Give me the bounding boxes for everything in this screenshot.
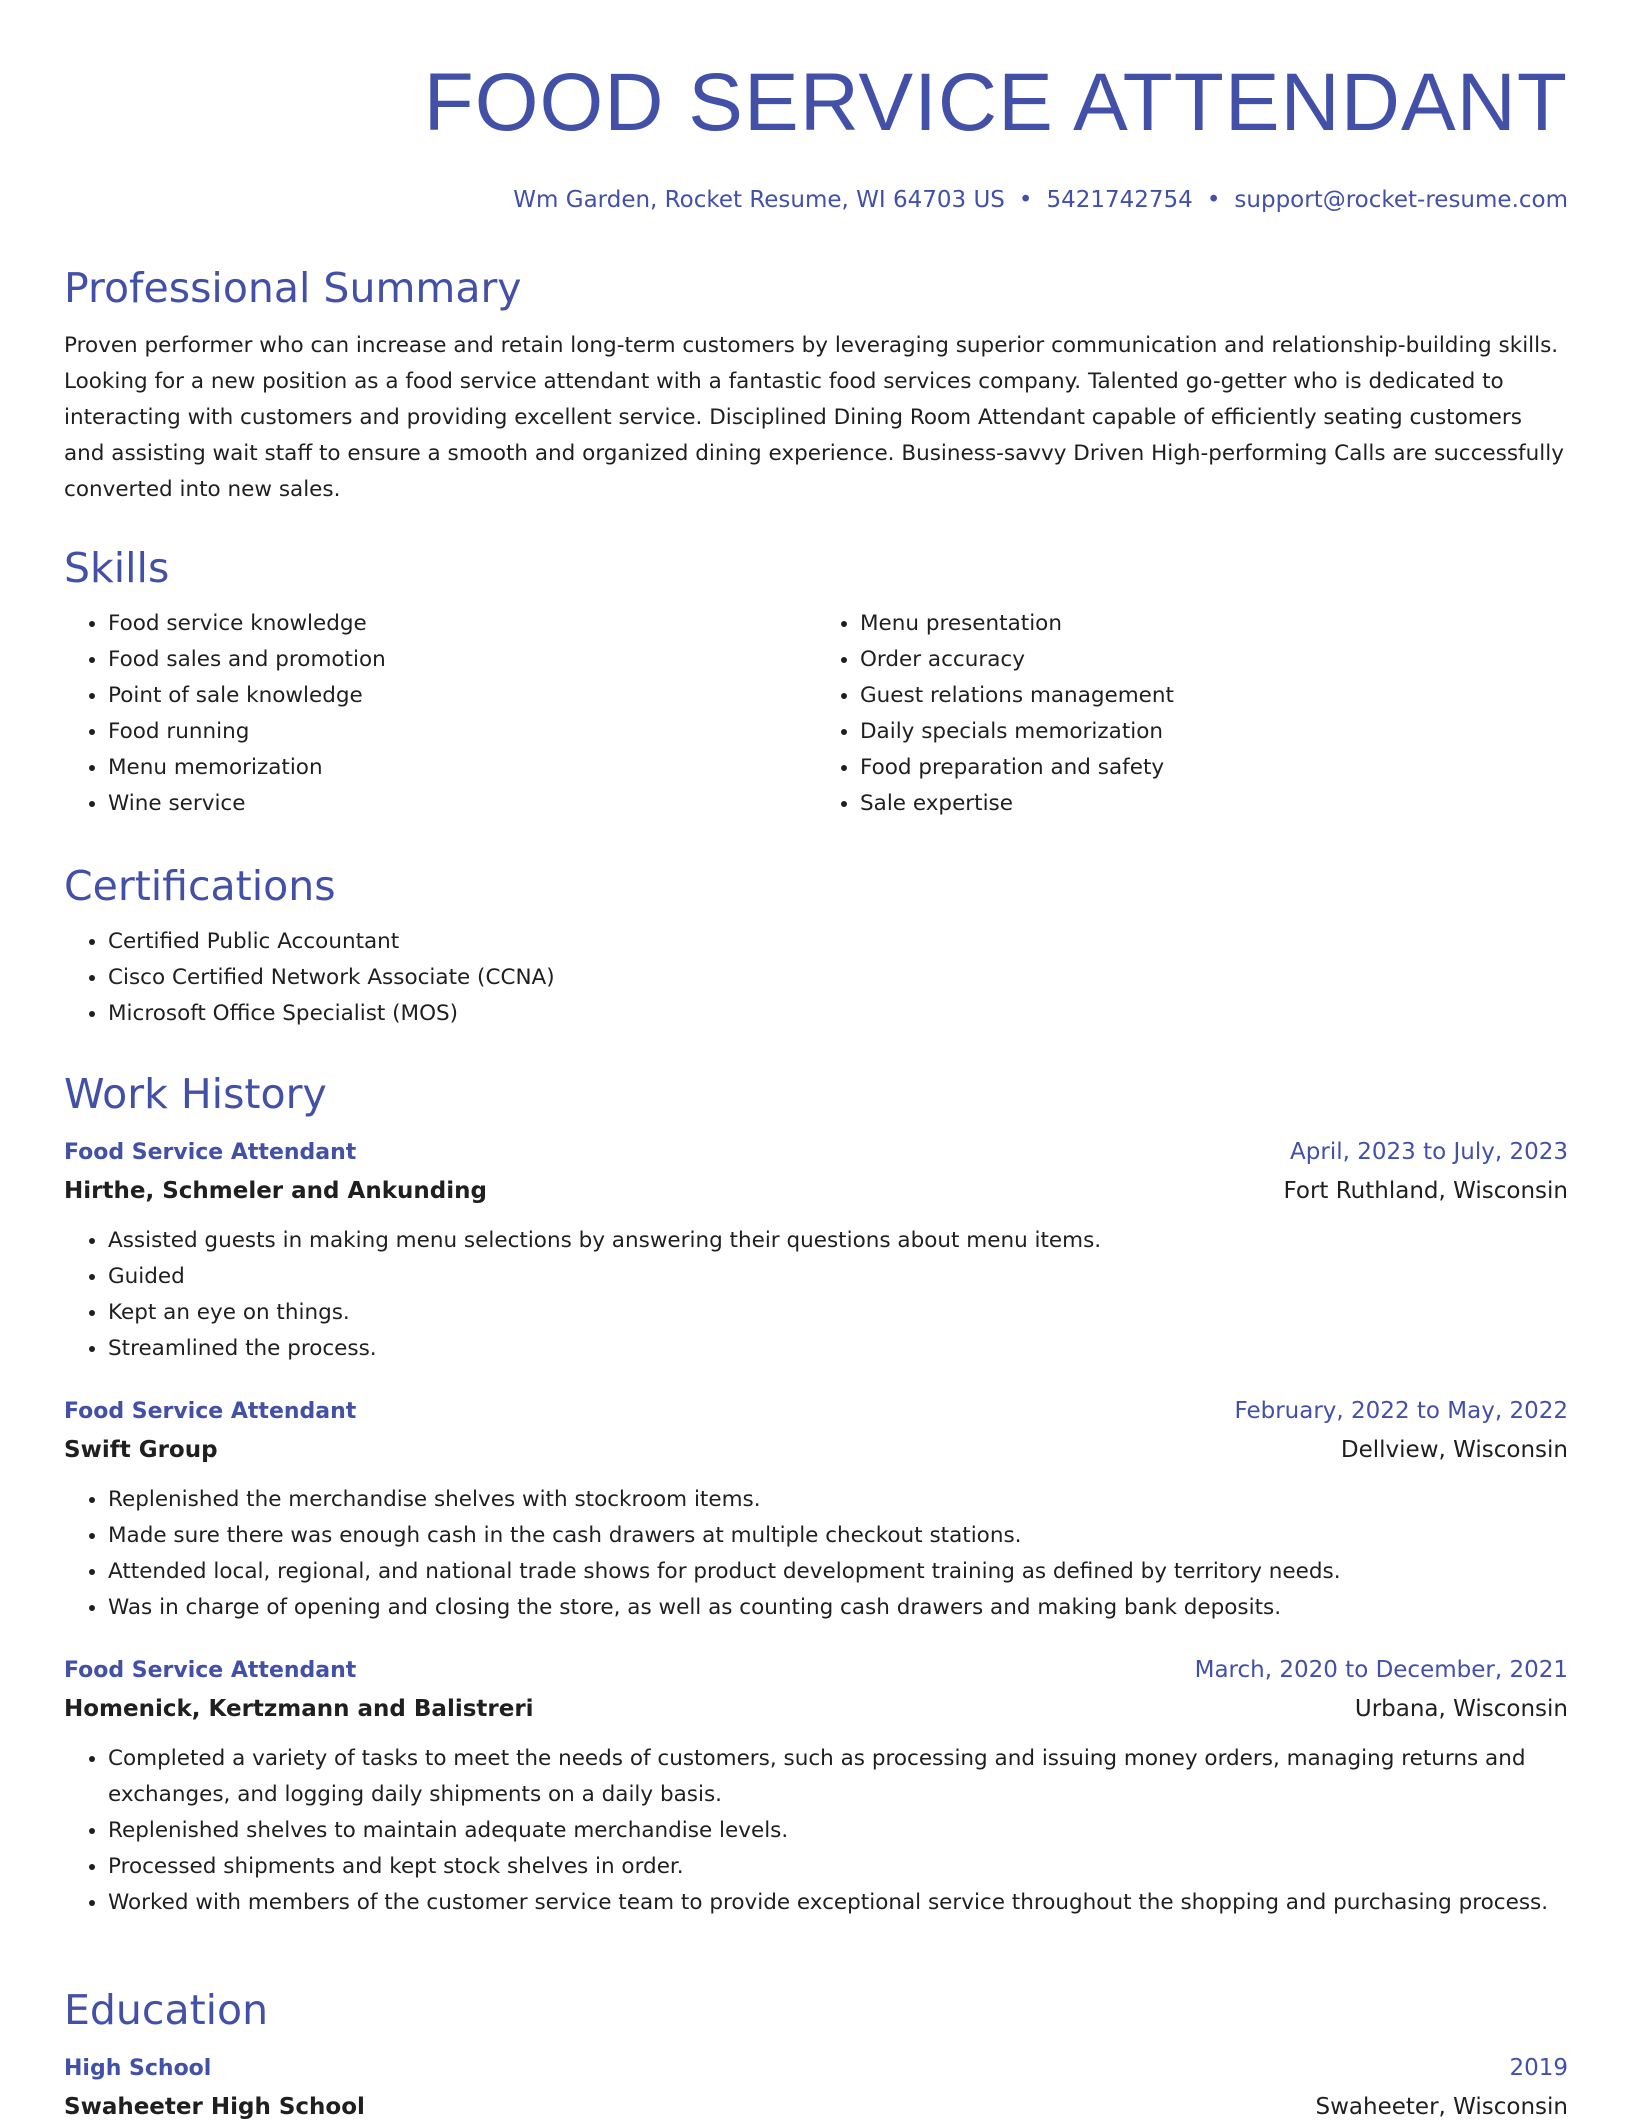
work-history-section bbox=[64, 1068, 1568, 1921]
summary-section bbox=[64, 262, 1568, 508]
skills-list-right bbox=[816, 606, 1568, 822]
skill-item: • Wine service bbox=[108, 786, 816, 822]
job-title-row bbox=[64, 1652, 1568, 1689]
skill-item: • Food running bbox=[108, 714, 816, 750]
job-bullet: • Worked with members of the customer service team to provide exceptional service throughout the shopping and purchasing process. bbox=[108, 1885, 1568, 1921]
education-year: 2019 bbox=[1509, 2055, 1568, 2081]
job-bullet: • Replenished the merchandise shelves with stockroom items. bbox=[108, 1482, 1568, 1518]
education-location: Swaheeter, Wisconsin bbox=[1315, 2094, 1568, 2120]
certifications-list bbox=[64, 924, 1568, 1032]
skills-title: Skills bbox=[64, 544, 170, 592]
skill-item: • Order accuracy bbox=[860, 642, 1568, 678]
job-dates: April, 2023 to July, 2023 bbox=[1290, 1139, 1568, 1165]
job-entry bbox=[64, 1652, 1568, 1921]
job-location: Urbana, Wisconsin bbox=[1354, 1696, 1568, 1722]
job-title-row bbox=[64, 1134, 1568, 1171]
job-bullet: • Streamlined the process. bbox=[108, 1331, 1568, 1367]
job-bullet: • Made sure there was enough cash in the cash drawers at multiple checkout stations. bbox=[108, 1518, 1568, 1554]
certification-item: • Certified Public Accountant bbox=[108, 924, 1568, 960]
work-history-title: Work History bbox=[64, 1070, 327, 1118]
education-school: Swaheeter High School bbox=[64, 2094, 365, 2120]
contact-phone: 5421742754 bbox=[1046, 187, 1193, 213]
job-bullet: • Guided bbox=[108, 1259, 1568, 1295]
job-bullet: • Replenished shelves to maintain adequate merchandise levels. bbox=[108, 1813, 1568, 1849]
job-company-row bbox=[64, 1430, 1568, 1470]
contact-address: Wm Garden, Rocket Resume, WI 64703 US bbox=[513, 187, 1005, 213]
job-location: Dellview, Wisconsin bbox=[1340, 1437, 1568, 1463]
skill-item: • Menu memorization bbox=[108, 750, 816, 786]
job-bullet: • Kept an eye on things. bbox=[108, 1295, 1568, 1331]
skill-item: • Sale expertise bbox=[860, 786, 1568, 822]
summary-title: Professional Summary bbox=[64, 264, 522, 312]
job-bullet: • Processed shipments and kept stock shelves in order. bbox=[108, 1849, 1568, 1885]
resume-header bbox=[64, 0, 1568, 214]
certifications-title: Certifications bbox=[64, 862, 336, 910]
job-company-row bbox=[64, 1171, 1568, 1211]
job-bullet: • Completed a variety of tasks to meet the needs of customers, such as processing and issuing money orders, managing returns and exchanges, and logging daily shipments on a daily basis. bbox=[108, 1741, 1568, 1813]
job-company: Hirthe, Schmeler and Ankunding bbox=[64, 1178, 487, 1204]
job-title: Food Service Attendant bbox=[64, 1658, 357, 1683]
skills-section bbox=[64, 542, 1568, 822]
education-degree: High School bbox=[64, 2056, 212, 2081]
summary-text: Proven performer who can increase and retain long-term customers by leveraging superior communication and relationship-building skills. Looking for a new position as a food service attendant with a fantastic food services company. Talented go-getter who is dedicated to interacting with customers and providing excellent service. Disciplined Dining Room Attendant capable of efficiently seating customers and assisting wait staff to ensure a smooth and organized dining experience. Business-savvy Driven High-performing Calls are successfully converted into new sales. bbox=[64, 333, 1564, 502]
resume-page bbox=[64, 0, 1568, 2120]
contact-separator: • bbox=[1206, 187, 1221, 213]
skill-item: • Food sales and promotion bbox=[108, 642, 816, 678]
skill-item: • Menu presentation bbox=[860, 606, 1568, 642]
education-school-row bbox=[64, 2087, 1568, 2127]
job-title-row bbox=[64, 1393, 1568, 1430]
skills-grid bbox=[64, 606, 1568, 822]
certification-item: • Microsoft Office Specialist (MOS) bbox=[108, 996, 1568, 1032]
job-bullet: • Attended local, regional, and national trade shows for product development training as defined by territory needs. bbox=[108, 1554, 1568, 1590]
job-title: Food Service Attendant bbox=[64, 1399, 357, 1424]
job-title: Food Service Attendant bbox=[64, 1140, 357, 1165]
candidate-name: FOOD SERVICE ATTENDANT bbox=[423, 57, 1568, 148]
job-entry bbox=[64, 1393, 1568, 1626]
skills-list-left bbox=[64, 606, 816, 822]
job-dates: February, 2022 to May, 2022 bbox=[1234, 1398, 1568, 1424]
education-title: Education bbox=[64, 1986, 269, 2034]
job-company-row bbox=[64, 1689, 1568, 1729]
job-bullets bbox=[64, 1482, 1568, 1626]
job-bullet: • Was in charge of opening and closing the store, as well as counting cash drawers and making bank deposits. bbox=[108, 1590, 1568, 1626]
job-location: Fort Ruthland, Wisconsin bbox=[1283, 1178, 1568, 1204]
contact-line bbox=[64, 186, 1568, 214]
skill-item: • Guest relations management bbox=[860, 678, 1568, 714]
skill-item: • Point of sale knowledge bbox=[108, 678, 816, 714]
job-bullet: • Assisted guests in making menu selections by answering their questions about menu items. bbox=[108, 1223, 1568, 1259]
contact-email: support@rocket-resume.com bbox=[1234, 187, 1568, 213]
job-dates: March, 2020 to December, 2021 bbox=[1194, 1657, 1568, 1683]
job-company: Homenick, Kertzmann and Balistreri bbox=[64, 1696, 534, 1722]
education-section bbox=[64, 1984, 1568, 2127]
skill-item: • Food service knowledge bbox=[108, 606, 816, 642]
contact-separator: • bbox=[1018, 187, 1033, 213]
certification-item: • Cisco Certified Network Associate (CCNA) bbox=[108, 960, 1568, 996]
job-bullets bbox=[64, 1223, 1568, 1367]
job-bullets bbox=[64, 1741, 1568, 1921]
job-company: Swift Group bbox=[64, 1437, 218, 1463]
skill-item: • Daily specials memorization bbox=[860, 714, 1568, 750]
job-entry bbox=[64, 1134, 1568, 1367]
skill-item: • Food preparation and safety bbox=[860, 750, 1568, 786]
certifications-section bbox=[64, 860, 1568, 1032]
education-degree-row bbox=[64, 2050, 1568, 2087]
